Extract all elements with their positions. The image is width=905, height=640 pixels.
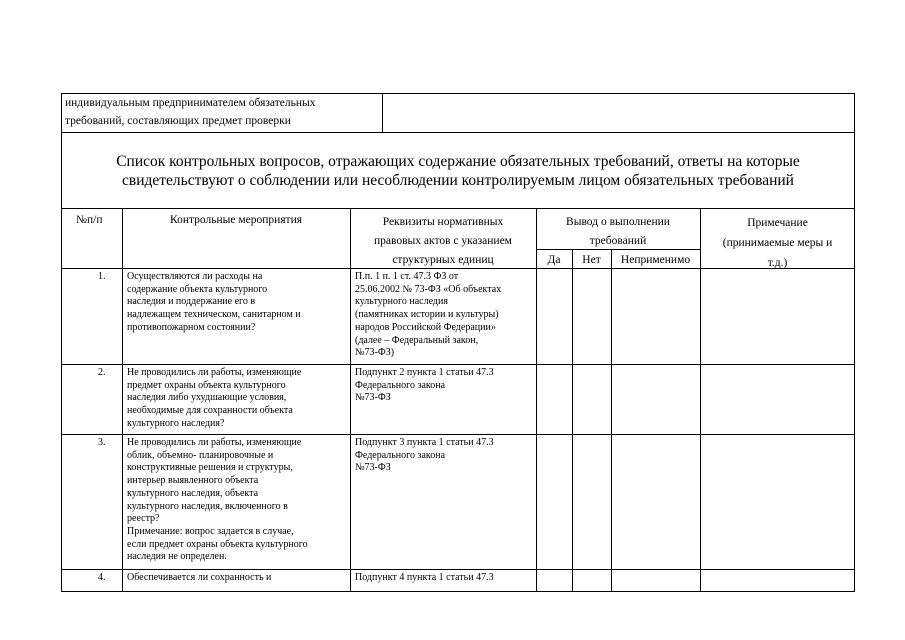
law-line: культурного наследия bbox=[355, 296, 448, 308]
col-header-not-applicable: Неприменимо bbox=[620, 254, 691, 266]
col-header-yes: Да bbox=[547, 254, 561, 266]
question-line: Не проводились ли работы, изменяющие bbox=[127, 437, 302, 448]
question-line: необходимые для сохранности объекта bbox=[127, 405, 293, 417]
question-line: культурного наследия, включенного в bbox=[127, 500, 288, 512]
question-line: надлежащем техническом, санитарном и bbox=[127, 309, 301, 321]
law-line: №73-ФЗ bbox=[355, 462, 391, 474]
col-header-requisites bbox=[350, 213, 536, 270]
page-title bbox=[61, 152, 855, 190]
law-line: Федерального закона bbox=[355, 379, 446, 391]
row-separator bbox=[61, 364, 855, 365]
question-line: предмет охраны объекта культурного bbox=[127, 379, 286, 391]
title-line-2: свидетельствуют о соблюдении или несоблюдении контролируемым лицом обязательных требований bbox=[122, 172, 794, 189]
col-divider bbox=[572, 249, 573, 592]
question-line: наследия не определен. bbox=[127, 551, 227, 563]
row-question bbox=[127, 572, 349, 585]
title-line-1: Список контрольных вопросов, отражающих содержание обязательных требований, ответы на которые bbox=[116, 153, 800, 170]
col-header-note-line: т.д.) bbox=[767, 257, 788, 269]
law-line: Подпункт 4 пункта 1 статьи 47.3 bbox=[355, 572, 494, 583]
col-header-note-line: (принимаемые меры и bbox=[722, 237, 833, 249]
row-question bbox=[127, 271, 349, 335]
question-line: Не проводились ли работы, изменяющие bbox=[127, 367, 302, 378]
question-line: реестр? bbox=[127, 513, 160, 525]
question-line: Примечание: вопрос задается в случае, bbox=[127, 525, 294, 537]
row-question bbox=[127, 367, 349, 431]
col-divider bbox=[611, 249, 612, 592]
col-divider bbox=[122, 208, 123, 592]
row-separator bbox=[61, 569, 855, 570]
col-header-requisites-line: структурных единиц bbox=[392, 254, 494, 266]
row-separator bbox=[61, 434, 855, 435]
question-line: содержание объекта культурного bbox=[127, 283, 268, 295]
row-question bbox=[127, 437, 349, 564]
question-line: если предмет охраны объекта культурного bbox=[127, 538, 308, 550]
row-number: 1. bbox=[98, 271, 106, 282]
header-line-1: индивидуальным предпринимателем обязательных bbox=[65, 97, 316, 109]
col-header-conclusion-line: требований bbox=[589, 235, 647, 247]
col-header-conclusion bbox=[536, 213, 700, 251]
row-law-reference bbox=[355, 437, 535, 475]
row-law-reference bbox=[355, 367, 535, 405]
law-line: Федерального закона bbox=[355, 449, 446, 461]
question-line: интерьер выявленного объекта bbox=[127, 475, 259, 487]
law-line: 25.06.2002 № 73-ФЗ «Об объектах bbox=[355, 283, 502, 295]
law-line: Подпункт 2 пункта 1 статьи 47.3 bbox=[355, 367, 494, 378]
question-line: культурного наследия? bbox=[127, 417, 225, 429]
col-header-requisites-line: Реквизиты нормативных bbox=[382, 216, 504, 228]
row-law-reference bbox=[355, 271, 535, 360]
law-line: (далее – Федеральный закон, bbox=[355, 334, 479, 346]
row-number: 3. bbox=[98, 437, 106, 448]
question-line: Обеспечивается ли сохранность и bbox=[127, 572, 272, 583]
header-line-2: требований, составляющих предмет проверки bbox=[65, 115, 291, 127]
question-line: облик, объемно- планировочные и bbox=[127, 449, 274, 461]
law-line: (памятниках истории и культуры) bbox=[355, 309, 499, 321]
law-line: П.п. 1 п. 1 ст. 47.3 ФЗ от bbox=[355, 271, 459, 282]
header-divider bbox=[382, 93, 383, 132]
question-line: наследия и поддержание его в bbox=[127, 296, 256, 308]
col-header-conclusion-line: Вывод о выполнении bbox=[566, 216, 670, 228]
law-line: №73-ФЗ) bbox=[355, 347, 395, 359]
row-number: 4. bbox=[98, 572, 106, 583]
col-header-num: №п/п bbox=[76, 214, 103, 226]
col-header-note bbox=[700, 213, 855, 273]
law-line: народов Российской Федерации» bbox=[355, 321, 496, 333]
col-header-note-line: Примечание bbox=[747, 217, 808, 229]
row-number: 2. bbox=[98, 367, 106, 378]
question-line: противопожарном состоянии? bbox=[127, 321, 256, 333]
question-line: конструктивные решения и структуры, bbox=[127, 462, 293, 474]
question-line: наследия либо ухудшающие условия, bbox=[127, 392, 287, 404]
col-header-no: Нет bbox=[582, 254, 601, 266]
question-line: культурного наследия, объекта bbox=[127, 487, 259, 499]
col-header-requisites-line: правовых актов с указанием bbox=[374, 235, 512, 247]
law-line: №73-ФЗ bbox=[355, 392, 391, 404]
law-line: Подпункт 3 пункта 1 статьи 47.3 bbox=[355, 437, 494, 448]
col-header-activities: Контрольные мероприятия bbox=[169, 214, 303, 226]
question-line: Осуществляются ли расходы на bbox=[127, 271, 263, 282]
row-law-reference bbox=[355, 572, 535, 585]
